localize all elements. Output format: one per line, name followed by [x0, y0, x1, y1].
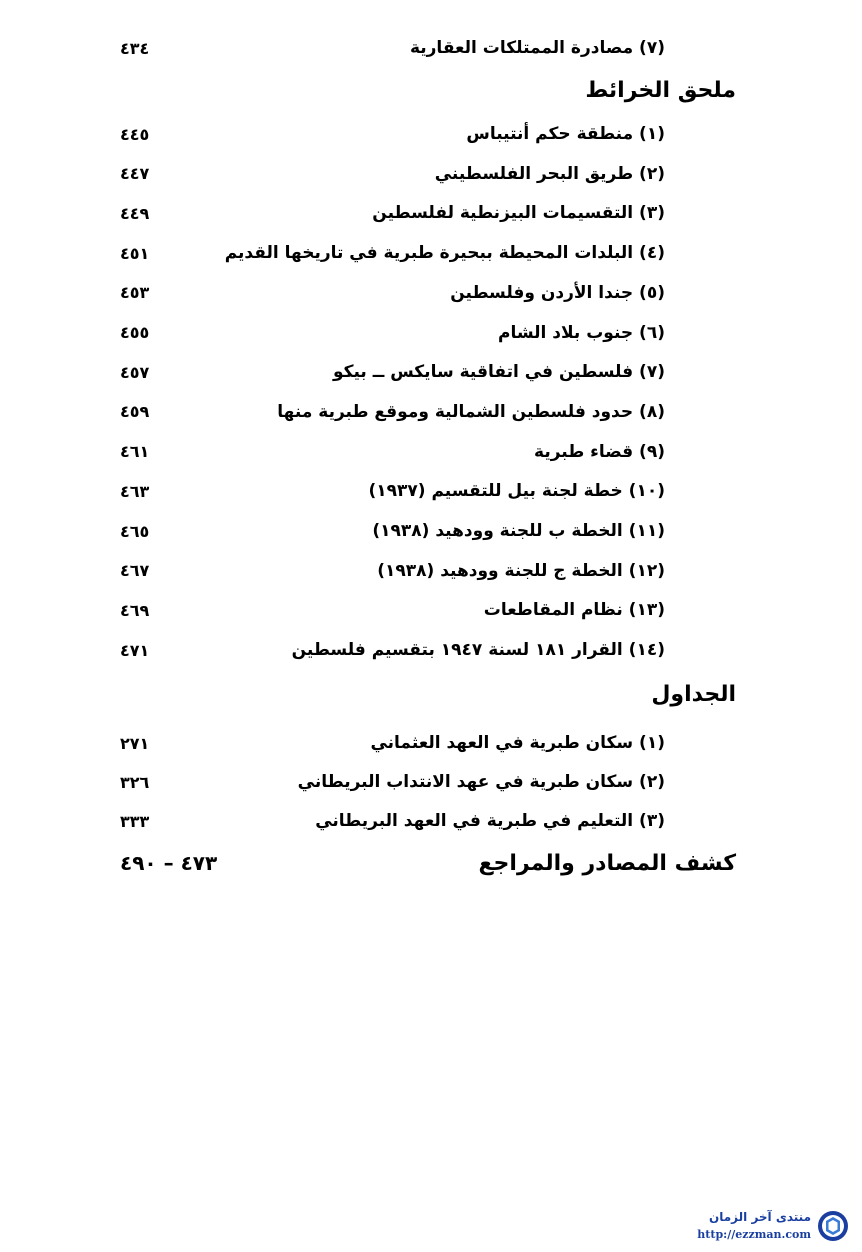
toc-entry: [120, 555, 665, 587]
toc-entry-label: (٢) طريق البحر الفلسطيني: [434, 163, 665, 184]
toc-entry-label: (٨) حدود فلسطين الشمالية وموقع طبرية منها: [277, 401, 665, 422]
toc-entry-page: ٤٥٣: [120, 283, 150, 303]
toc-entry-label: (١٣) نظام المقاطعات: [483, 600, 665, 621]
toc-entry-label: (٦) جنوب بلاد الشام: [498, 322, 665, 343]
toc-entry-label: (١٢) الخطة ج للجنة وودهيد (١٩٣٨): [377, 560, 665, 581]
toc-entry: [120, 436, 665, 468]
toc-entry-page: ٤٤٧: [120, 164, 150, 184]
toc-entry: [120, 277, 665, 309]
toc-entry-label: (٧) مصادرة الممتلكات العقارية: [409, 38, 665, 58]
toc-entry-page: ٤٦١: [120, 442, 150, 462]
watermark-url: http://ezzman.com: [697, 1228, 811, 1241]
toc-entry: [120, 594, 665, 626]
toc-entry-page: ٤٦٧: [120, 561, 150, 581]
toc-entry-label: (٥) جندا الأردن وفلسطين: [450, 282, 665, 303]
toc-entry: [120, 197, 665, 229]
toc-entry-page: ٣٢٦: [120, 772, 150, 792]
toc-entry: [120, 158, 665, 190]
toc-entry: [120, 32, 665, 64]
toc-entry-page: ٤٤٥: [120, 124, 150, 144]
sources-label: كشف المصادر والمراجع: [478, 850, 736, 876]
toc-entry: [120, 396, 665, 428]
toc-entry-page: ٢٧١: [120, 733, 150, 753]
toc-entry-label: (٩) قضاء طبرية: [534, 441, 665, 462]
toc-entry-page: ٤٥٧: [120, 362, 150, 382]
toc-entry-page: ٤٤٩: [120, 203, 150, 223]
forum-watermark: [680, 1208, 855, 1244]
toc-entry-page: ٣٣٣: [120, 811, 150, 831]
sources-entry: [120, 846, 736, 880]
toc-entry-label: (١١) الخطة ب للجنة وودهيد (١٩٣٨): [372, 521, 665, 541]
toc-entry-label: (١٤) القرار ١٨١ لسنة ١٩٤٧ بتقسيم فلسطين: [291, 640, 665, 661]
toc-entry: [120, 766, 665, 798]
toc-entry-label: (٣) التعليم في طبرية في العهد البريطاني: [315, 811, 665, 831]
toc-entry-page: ٤٥١: [120, 243, 150, 263]
toc-entry-label: (١) منطقة حكم أنتيباس: [466, 124, 665, 144]
toc-entry-page: ٤٣٤: [120, 38, 150, 58]
toc-entry: [120, 356, 665, 388]
toc-entry-label: (٧) فلسطين في اتفاقية سايكس ــ بيكو: [332, 362, 665, 383]
toc-entry: [120, 634, 665, 666]
toc-entry: [120, 118, 665, 150]
toc-entry-label: (١٠) خطة لجنة بيل للتقسيم (١٩٣٧): [368, 481, 665, 502]
toc-entry: [120, 237, 665, 269]
toc-entry-page: ٤٦٥: [120, 521, 150, 541]
toc-entry-page: ٤٥٥: [120, 323, 150, 342]
toc-entry-page: ٤٦٩: [120, 600, 150, 620]
ezzman-logo-icon: [817, 1210, 849, 1242]
toc-entry-label: (٣) التقسيمات البيزنطية لفلسطين: [372, 203, 665, 224]
toc-entry: [120, 317, 665, 349]
tables-heading: الجداول: [651, 682, 736, 707]
toc-entry: [120, 515, 665, 547]
toc-entry-label: (٤) البلدات المحيطة ببحيرة طبرية في تاريخها القديم: [224, 243, 665, 264]
maps-heading: ملحق الخرائط: [585, 78, 736, 103]
toc-entry-page: ٤٥٩: [120, 402, 150, 422]
toc-entry-page: ٤٧١: [120, 640, 150, 660]
toc-entry: [120, 805, 665, 837]
sources-pages: ٤٧٣ – ٤٩٠: [120, 851, 218, 875]
watermark-name: منتدى آخر الزمان: [709, 1210, 811, 1224]
toc-entry-label: (٢) سكان طبرية في عهد الانتداب البريطاني: [297, 772, 665, 792]
toc-entry-label: (١) سكان طبرية في العهد العثماني: [370, 733, 665, 753]
toc-entry: [120, 727, 665, 759]
toc-entry-page: ٤٦٣: [120, 481, 150, 501]
toc-entry: [120, 475, 665, 507]
